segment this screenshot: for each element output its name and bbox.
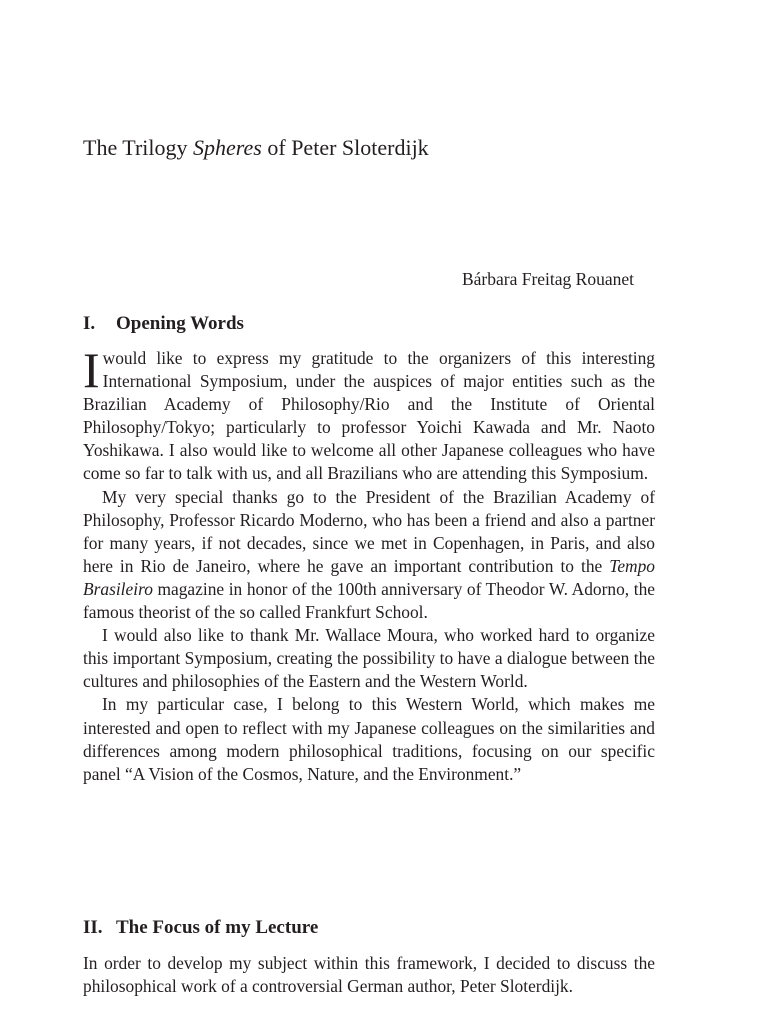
section-heading-opening-words [83, 311, 244, 337]
paragraph: In order to develop my subject within this framework, I decided to discuss the philosophical work of a controversial German author, Peter Sloterdijk. [83, 953, 655, 997]
paragraph-text: would like to express my gratitude to the organizers of this interesting International Symposium, under the auspices of major entities such as the Brazilian Academy of Philosophy/Rio and the Institute of Oriental Philosophy/Tokyo; particularly to professor Yoichi Kawada and Mr. Naoto Yoshikawa. I also would like to welcome all other Japanese colleagues who have come so far to talk with us, and all Brazilians who are attending this Symposium. [83, 348, 655, 484]
section-title: The Focus of my Lecture [116, 917, 319, 938]
title-prefix: The Trilogy [83, 135, 194, 160]
title-suffix: of Peter Sloterdijk [261, 135, 429, 160]
paper-title [83, 134, 429, 162]
paragraph-text: My very special thanks go to the President of the Brazilian Academy of Philosophy, Professor Ricardo Moderno, who has been a friend and also a partner for many years, if not decades, since we met in Copenhagen, in Paris, and also here in Rio de Janeiro, where he gave an important contribution to the [83, 486, 655, 576]
paragraph: In my particular case, I belong to this Western World, which makes me interested and open to reflect with my Japanese colleagues on the similarities and differences among modern philosophical traditions, focusing on our specific panel “A Vision of the Cosmos, Nature, and the Environment.” [83, 694, 655, 784]
author-name: Bárbara Freitag Rouanet [461, 269, 634, 289]
section-title: Opening Words [116, 313, 244, 334]
magazine-title: Tempo Brasileiro [83, 555, 655, 599]
paragraph-text: magazine in honor of the 100th anniversary of Theodor W. Adorno, the famous theorist of the so called Frankfurt School. [83, 578, 655, 623]
section-number: II. [83, 917, 103, 938]
section-number: I. [83, 313, 96, 334]
drop-cap: I [83, 342, 100, 398]
paragraph [83, 342, 655, 486]
paragraph [83, 486, 655, 625]
section-body-focus-of-lecture [83, 952, 655, 998]
section-heading-focus-of-lecture [83, 915, 318, 941]
paragraph: I would also like to thank Mr. Wallace Moura, who worked hard to organize this important Symposium, creating the possibility to have a dialogue between the cultures and philosophies of the Eastern and the Western World. [83, 625, 655, 692]
title-italic: Spheres [193, 135, 262, 160]
section-body-opening-words [83, 342, 655, 786]
document-page [83, 0, 655, 1024]
